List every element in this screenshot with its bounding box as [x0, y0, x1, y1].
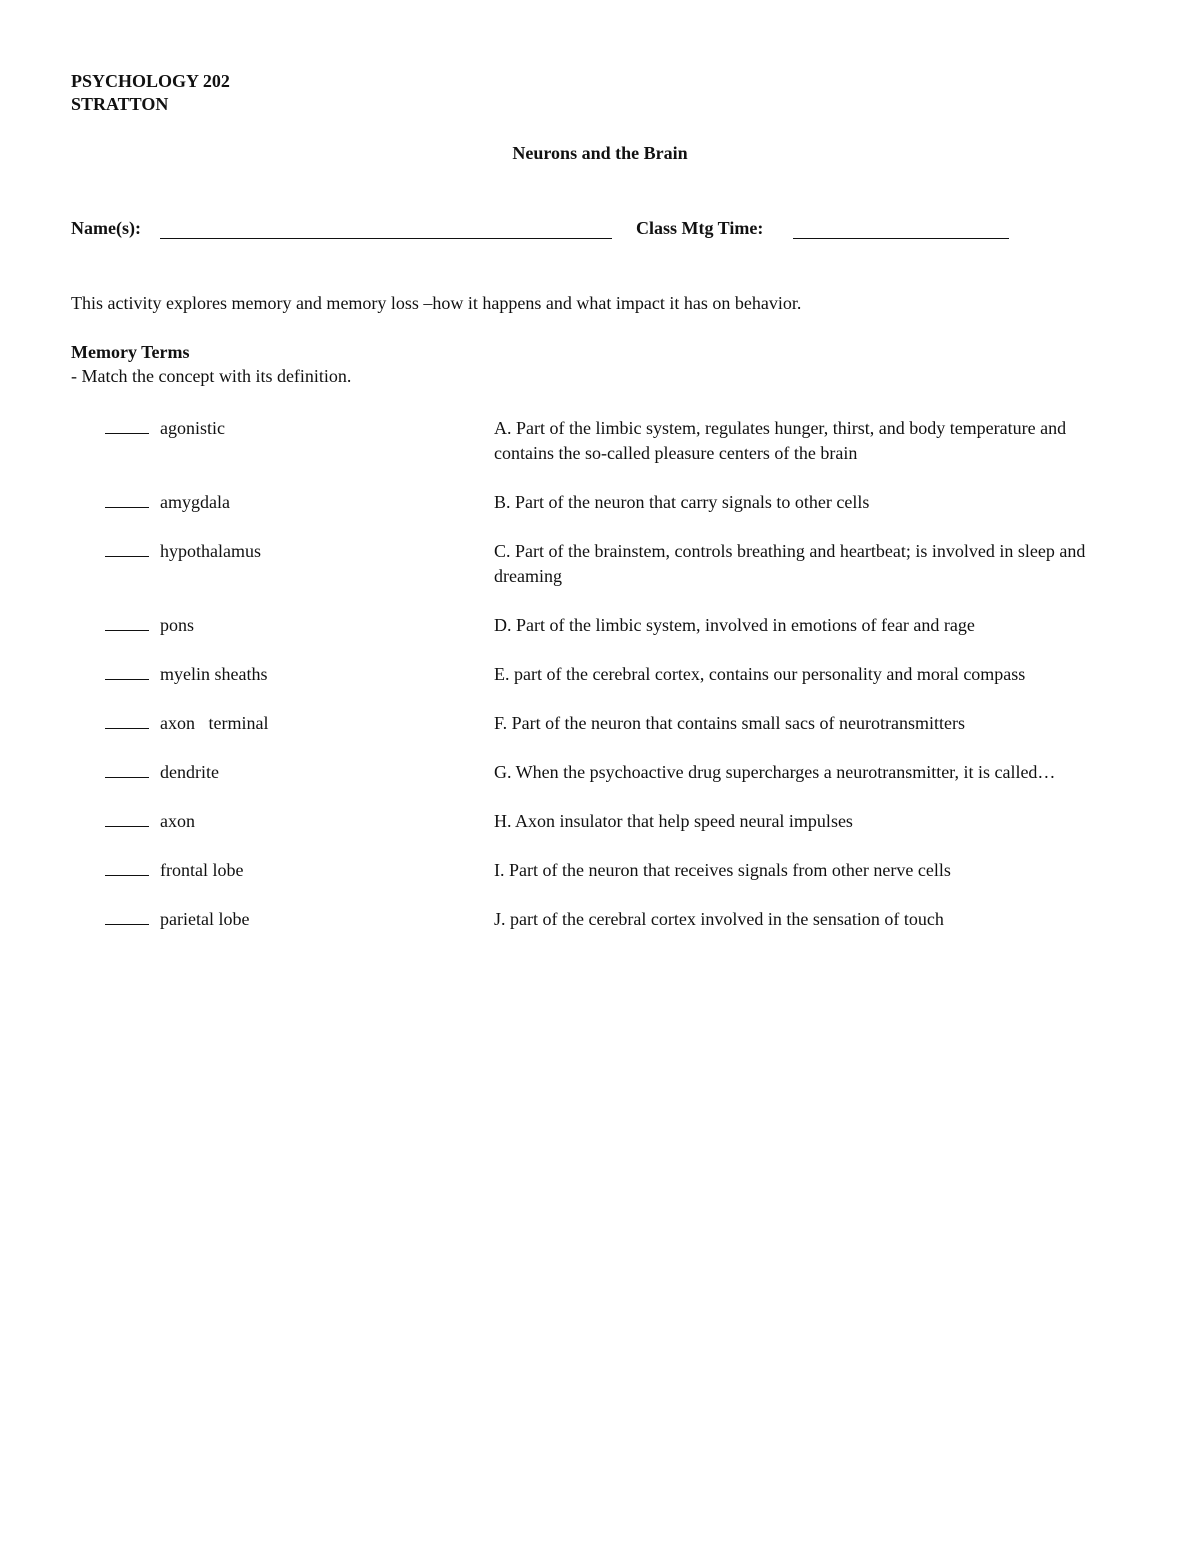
- matching-item: [0, 416, 1200, 490]
- class-time-label: Class Mtg Time:: [636, 218, 764, 238]
- answer-blank[interactable]: [105, 875, 149, 876]
- answer-blank[interactable]: [105, 679, 149, 680]
- term: agonistic: [160, 418, 225, 438]
- class-time-field[interactable]: [793, 238, 1009, 239]
- term: frontal lobe: [160, 860, 244, 880]
- term: dendrite: [160, 762, 219, 782]
- answer-blank[interactable]: [105, 826, 149, 827]
- intro-text: This activity explores memory and memory loss –how it happens and what impact it has on behavior.: [71, 293, 802, 313]
- matching-list: [0, 416, 1200, 956]
- matching-item: [0, 490, 1200, 539]
- term: pons: [160, 615, 195, 635]
- course-header: [71, 70, 230, 116]
- names-label: Name(s):: [71, 218, 141, 238]
- definition: I. Part of the neuron that receives signals from other nerve cells: [494, 860, 951, 880]
- definition: D. Part of the limbic system, involved in emotions of fear and rage: [494, 615, 975, 635]
- term: axon terminal: [160, 713, 269, 733]
- page-title: Neurons and the Brain: [512, 143, 688, 163]
- matching-item: [0, 711, 1200, 760]
- matching-item: [0, 858, 1200, 907]
- matching-item: [0, 760, 1200, 809]
- definition: F. Part of the neuron that contains small sacs of neurotransmitters: [494, 713, 965, 733]
- definition: C. Part of the brainstem, controls breathing and heartbeat; is involved in sleep and dreaming: [494, 541, 1086, 586]
- term: parietal lobe: [160, 909, 250, 929]
- definition: A. Part of the limbic system, regulates hunger, thirst, and body temperature and contains the so-called pleasure centers of the brain: [494, 418, 1067, 463]
- answer-blank[interactable]: [105, 433, 149, 434]
- section-heading: Memory Terms: [71, 342, 190, 362]
- matching-item: [0, 662, 1200, 711]
- term: hypothalamus: [160, 541, 261, 561]
- definition: E. part of the cerebral cortex, contains our personality and moral compass: [494, 664, 1026, 684]
- section-instruction: - Match the concept with its definition.: [71, 366, 352, 386]
- definition: H. Axon insulator that help speed neural impulses: [494, 811, 853, 831]
- answer-blank[interactable]: [105, 556, 149, 557]
- matching-item: [0, 809, 1200, 858]
- answer-blank[interactable]: [105, 777, 149, 778]
- names-field[interactable]: [160, 238, 612, 239]
- definition: B. Part of the neuron that carry signals to other cells: [494, 492, 870, 512]
- instructor-name: STRATTON: [71, 94, 169, 114]
- term: amygdala: [160, 492, 230, 512]
- matching-item: [0, 613, 1200, 662]
- answer-blank[interactable]: [105, 630, 149, 631]
- answer-blank[interactable]: [105, 728, 149, 729]
- term: myelin sheaths: [160, 664, 268, 684]
- course-name: PSYCHOLOGY 202: [71, 71, 230, 91]
- answer-blank[interactable]: [105, 507, 149, 508]
- matching-item: [0, 539, 1200, 613]
- definition: G. When the psychoactive drug supercharges a neurotransmitter, it is called…: [494, 762, 1056, 782]
- answer-blank[interactable]: [105, 924, 149, 925]
- definition: J. part of the cerebral cortex involved in the sensation of touch: [494, 909, 944, 929]
- term: axon: [160, 811, 195, 831]
- matching-item: [0, 907, 1200, 956]
